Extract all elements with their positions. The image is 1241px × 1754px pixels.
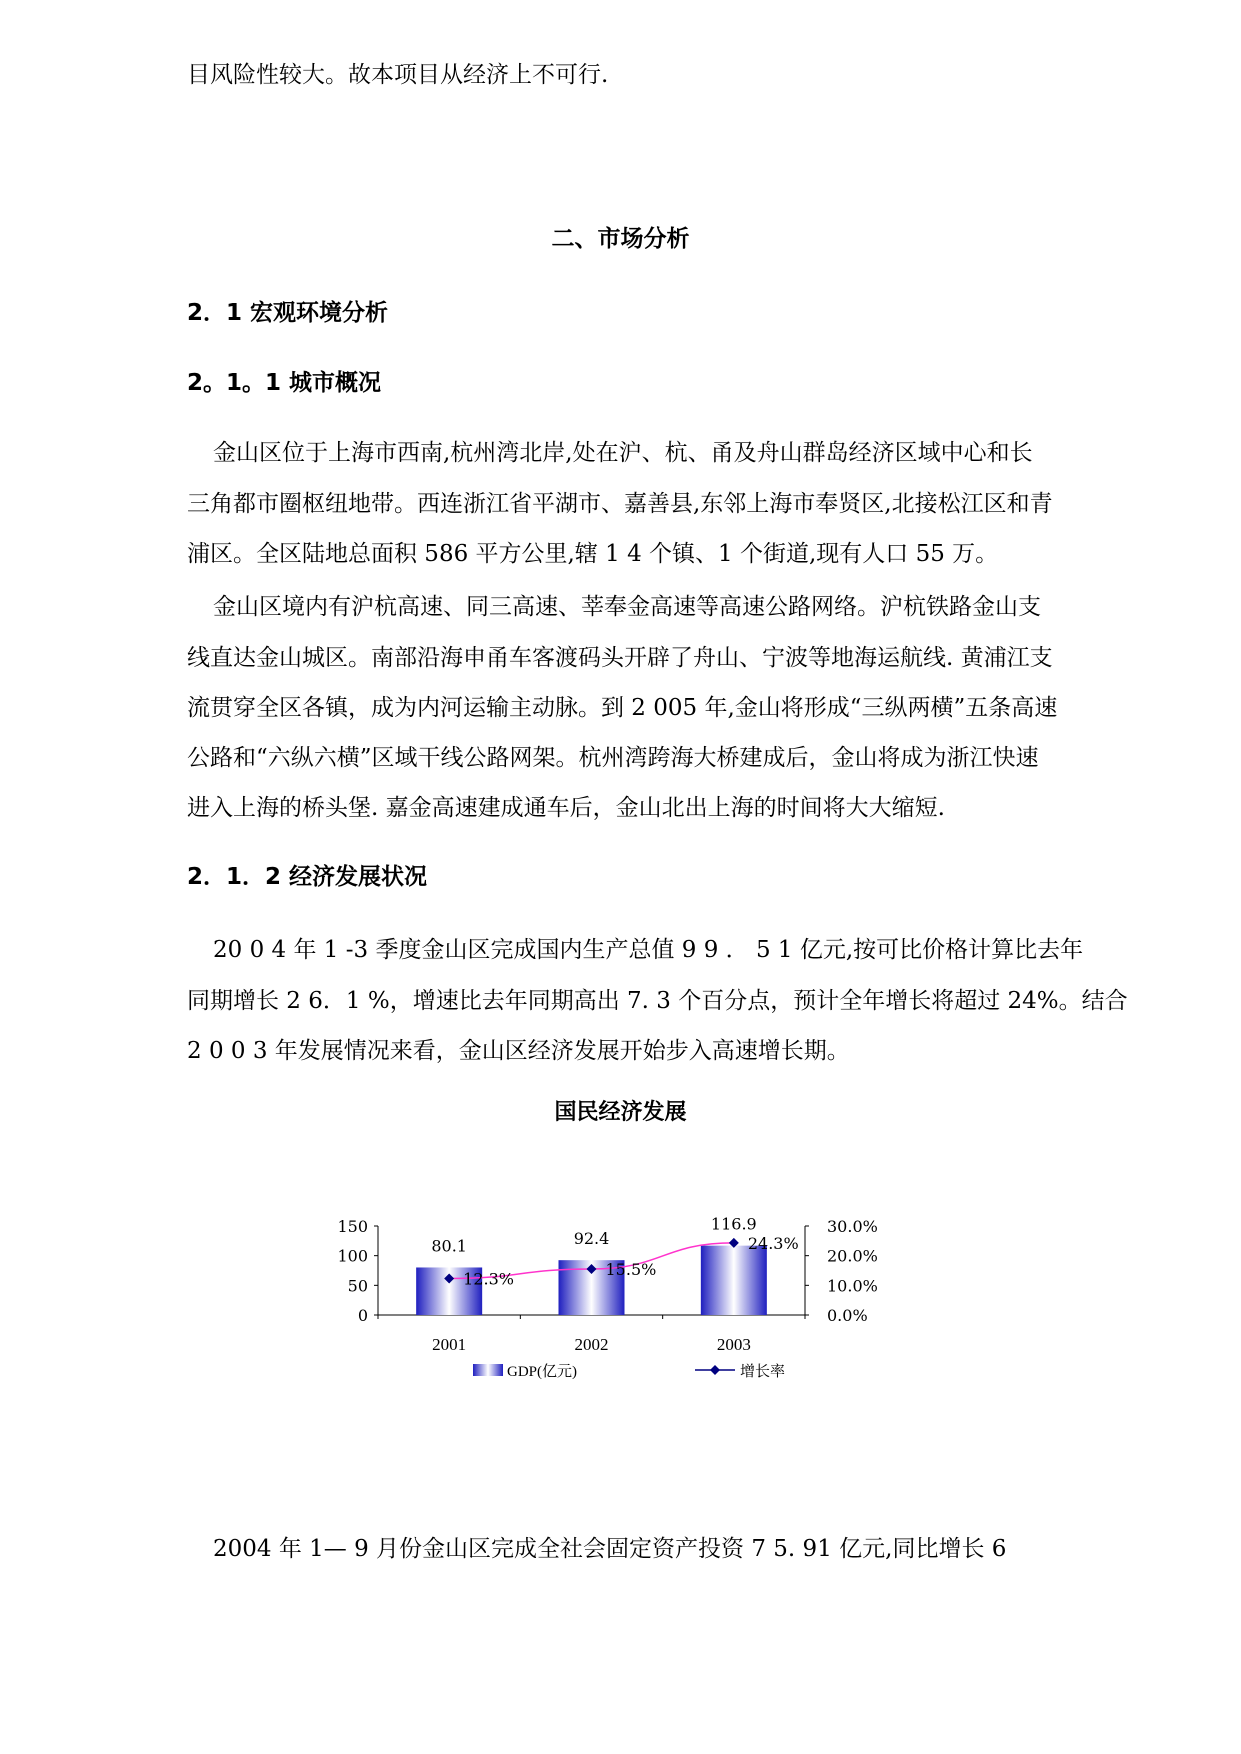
heading-2-1: 2．1 宏观环境分析 bbox=[187, 300, 389, 326]
legend-rate-label: 增长率 bbox=[740, 1362, 786, 1380]
left-tick-label: 150 bbox=[337, 1217, 368, 1236]
right-tick-label: 0.0% bbox=[827, 1306, 868, 1325]
gdp-value-label: 80.1 bbox=[431, 1236, 467, 1256]
paragraph-3-line-1: 20 0 4 年 1 -3 季度金山区完成国内生产总值 9 9 ． 5 1 亿元,按可比价格计算比去年 bbox=[213, 937, 1084, 963]
rate-value-label: 24.3% bbox=[747, 1233, 799, 1253]
right-tick-label: 30.0% bbox=[827, 1217, 878, 1236]
gdp-chart bbox=[330, 1210, 1000, 1505]
rate-value-label: 12.3% bbox=[463, 1269, 514, 1289]
heading-2-1-2: 2．1．2 经济发展状况 bbox=[187, 864, 428, 890]
rate-value-label: 15.5% bbox=[605, 1260, 657, 1280]
paragraph-3-line-2: 同期增长 2 6．1 %，增速比去年同期高出 7. 3 个百分点，预计全年增长将超过 24%。结合 bbox=[187, 988, 1128, 1014]
gdp-value-label: 92.4 bbox=[573, 1229, 610, 1249]
gdp-chart-svg bbox=[330, 1210, 1000, 1505]
legend-rate-marker bbox=[710, 1365, 720, 1375]
chart-title: 国民经济发展 bbox=[554, 1100, 687, 1125]
paragraph-2-line-2: 线直达金山城区。南部沿海申甬车客渡码头开辟了舟山、宁波等地海运航线. 黄浦江支 bbox=[187, 645, 1053, 671]
x-tick-label: 2002 bbox=[574, 1335, 609, 1354]
legend-gdp-swatch bbox=[473, 1364, 503, 1376]
paragraph-1-line-3: 浦区。全区陆地总面积 586 平方公里,辖 1 4 个镇、1 个街道,现有人口 55 万。 bbox=[187, 541, 999, 567]
section-title: 二、市场分析 bbox=[551, 226, 690, 252]
gdp-value-label: 116.9 bbox=[710, 1214, 757, 1234]
chart-legend bbox=[473, 1362, 785, 1380]
heading-2-1-1: 2。1。1 城市概况 bbox=[187, 370, 382, 396]
x-tick-label: 2001 bbox=[432, 1335, 467, 1354]
paragraph-4-line-1: 2004 年 1— 9 月份金山区完成全社会固定资产投资 7 5. 91 亿元,同比增长 6 bbox=[213, 1536, 1007, 1562]
paragraph-2-line-4: 公路和“六纵六横”区域干线公路网架。杭州湾跨海大桥建成后，金山将成为浙江快速 bbox=[187, 745, 1039, 771]
right-tick-label: 10.0% bbox=[827, 1276, 878, 1296]
left-tick-label: 50 bbox=[347, 1276, 368, 1296]
paragraph-1-line-2: 三角都市圈枢纽地带。西连浙江省平湖市、嘉善县,东邻上海市奉贤区,北接松江区和青 bbox=[187, 491, 1053, 517]
left-tick-label: 100 bbox=[337, 1246, 368, 1266]
right-tick-label: 20.0% bbox=[827, 1246, 878, 1266]
paragraph-2-line-1: 金山区境内有沪杭高速、同三高速、莘奉金高速等高速公路网络。沪杭铁路金山支 bbox=[213, 594, 1041, 620]
x-tick-label: 2003 bbox=[716, 1335, 751, 1354]
left-tick-label: 0 bbox=[357, 1306, 368, 1325]
legend-gdp-label: GDP(亿元) bbox=[507, 1364, 577, 1380]
paragraph-2-line-3: 流贯穿全区各镇，成为内河运输主动脉。到 2 005 年,金山将形成“三纵两横”五条高速 bbox=[187, 695, 1058, 721]
paragraph-continuation: 目风险性较大。故本项目从经济上不可行. bbox=[187, 62, 609, 88]
paragraph-1-line-1: 金山区位于上海市西南,杭州湾北岸,处在沪、杭、甬及舟山群岛经济区域中心和长 bbox=[213, 440, 1033, 466]
paragraph-3-line-3: 2 0 0 3 年发展情况来看，金山区经济发展开始步入高速增长期。 bbox=[187, 1038, 850, 1064]
paragraph-2-line-5: 进入上海的桥头堡. 嘉金高速建成通车后，金山北出上海的时间将大大缩短. bbox=[187, 795, 945, 821]
gdp-bar bbox=[701, 1246, 767, 1315]
